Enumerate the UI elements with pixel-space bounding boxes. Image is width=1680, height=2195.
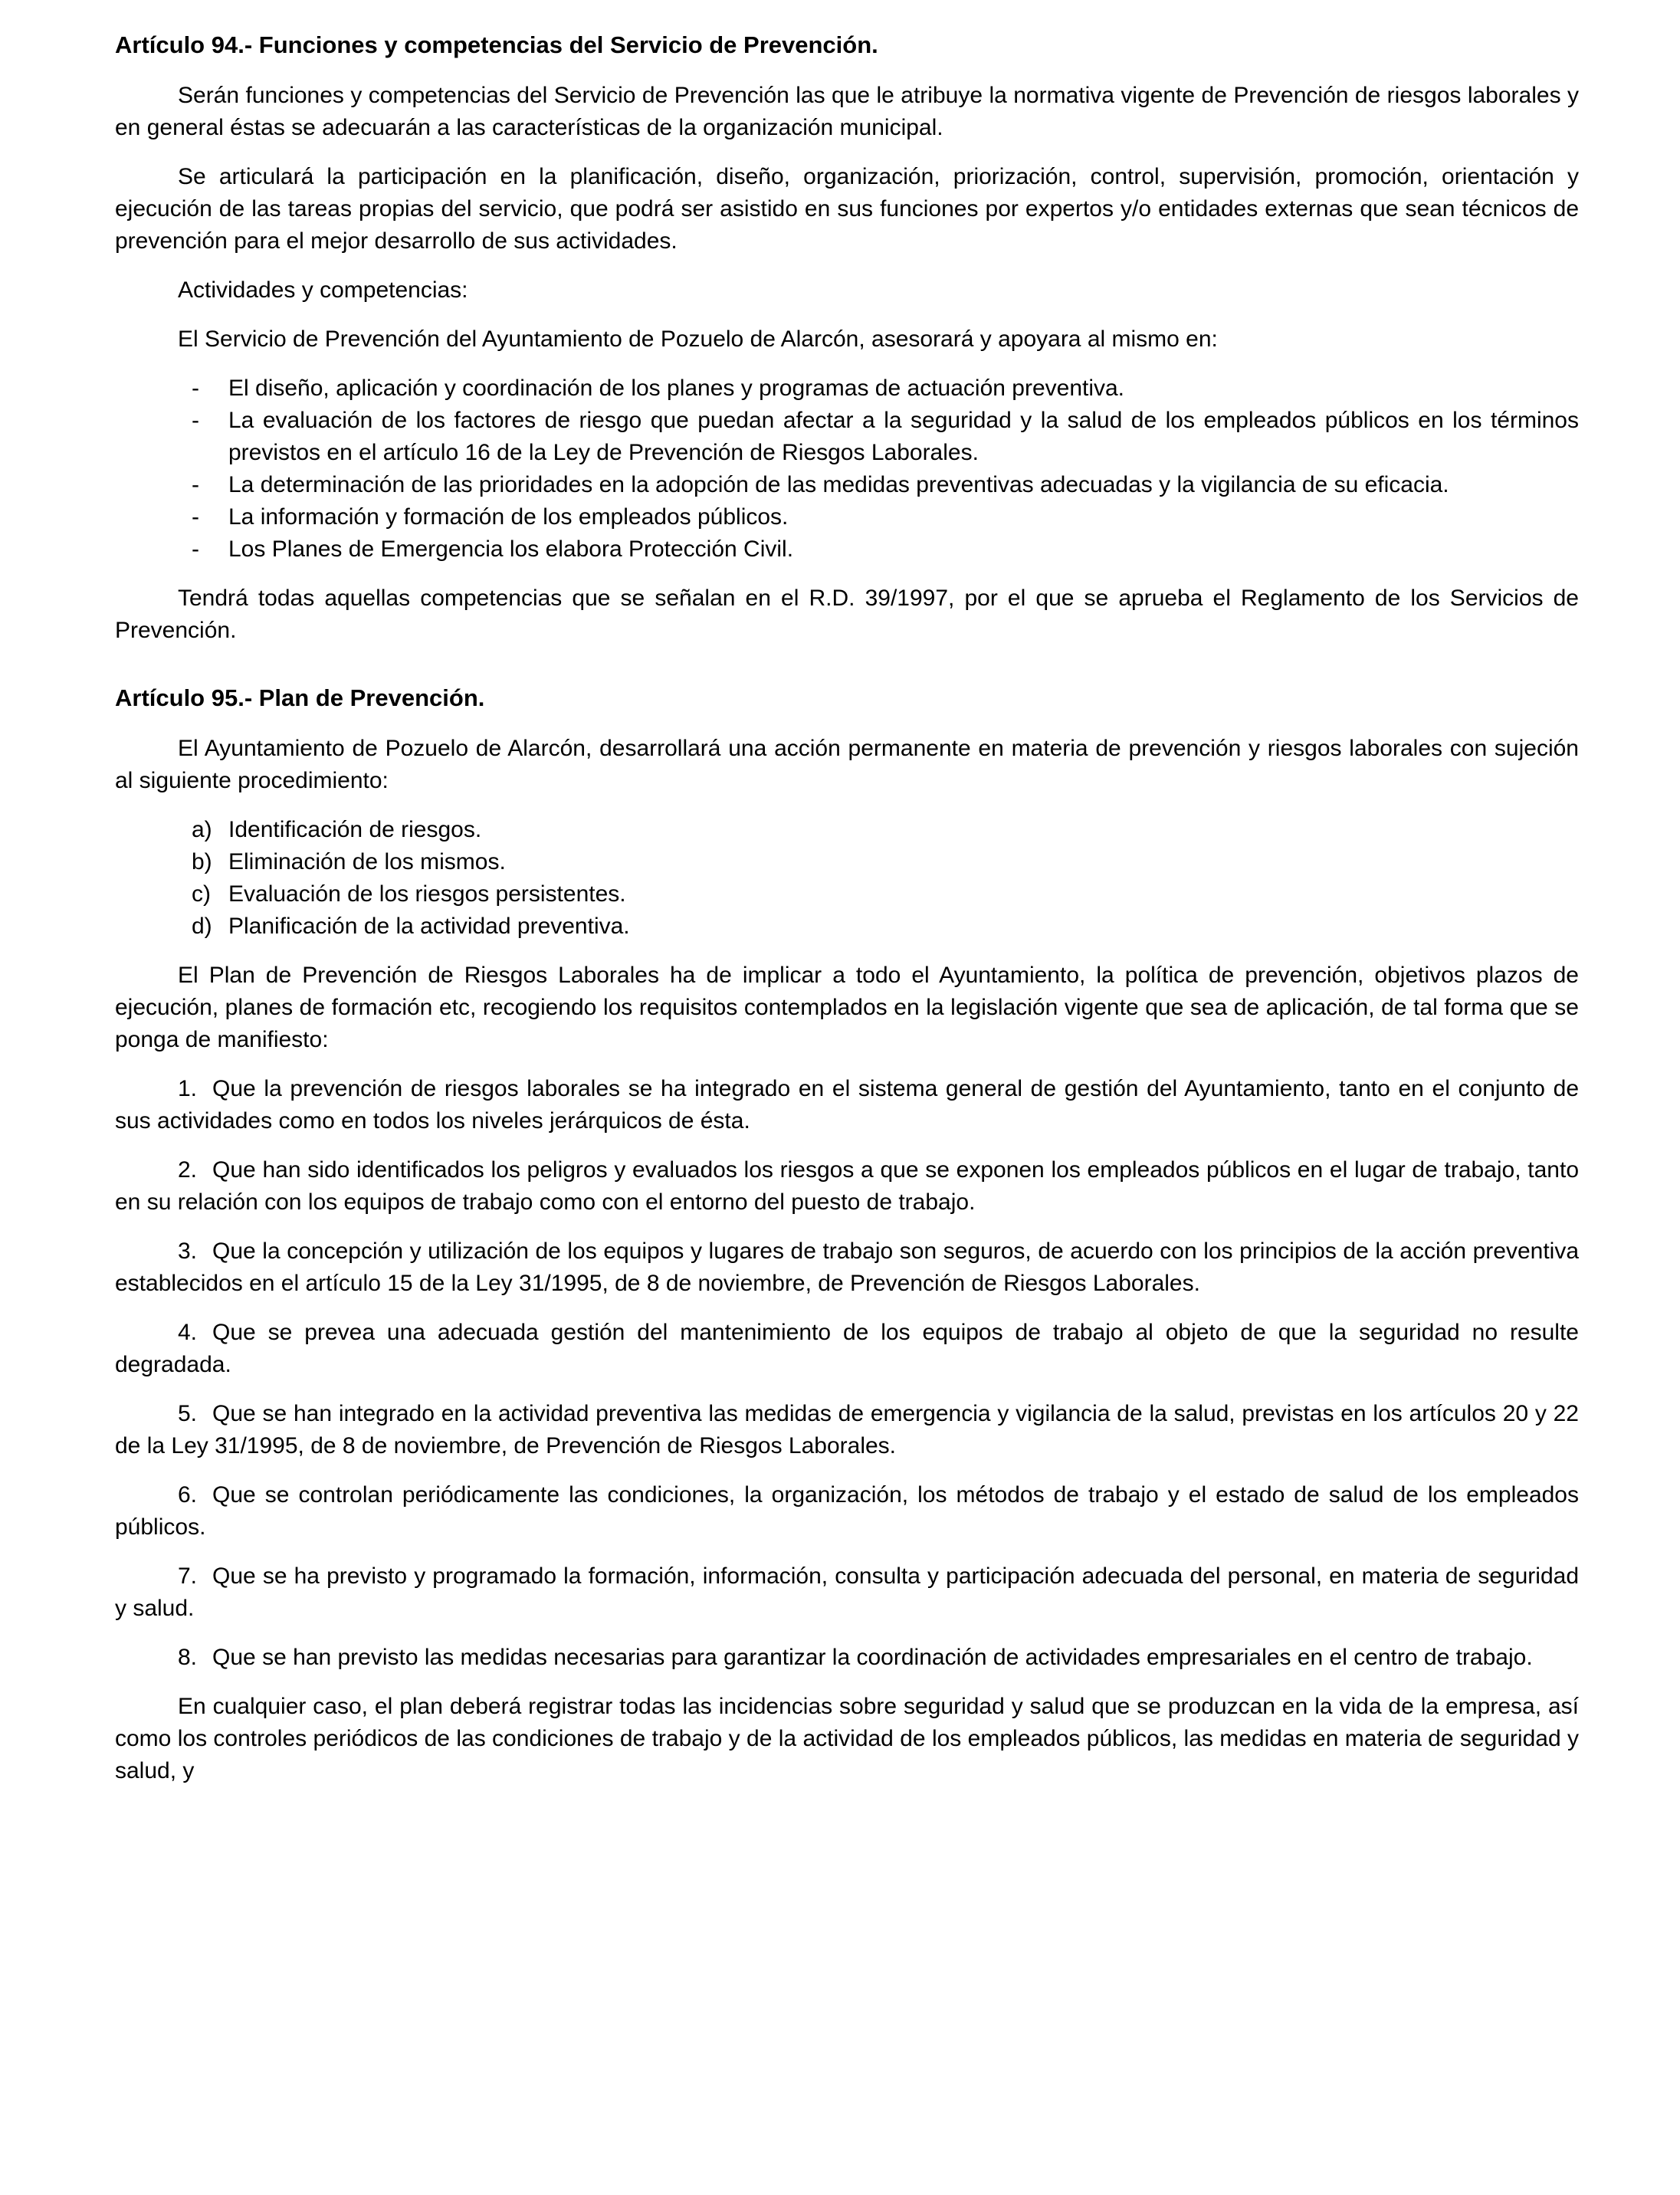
item-text: Que se han previsto las medidas necesarias para garantizar la coordinación de actividades empresariales en el centro de trabajo. [212, 1645, 1533, 1670]
lettered-item-text: Identificación de riesgos. [228, 817, 482, 842]
item-text: Que se han integrado en la actividad preventiva las medidas de emergencia y vigilancia de la salud, previstas en los artículos 20 y 22 de la Ley 31/1995, de 8 de noviembre, de Prevención de Riesgos Laborales. [115, 1401, 1579, 1458]
bullet-marker: - [192, 536, 199, 562]
lettered-item-marker: d) [192, 914, 212, 939]
bullet-text: La información y formación de los empleados públicos. [228, 504, 789, 530]
article-94-heading: Artículo 94.- Funciones y competencias del Servicio de Prevención. [115, 31, 878, 58]
item-text: Que la concepción y utilización de los equipos y lugares de trabajo son seguros, de acuerdo con los principios de la acción preventiva establecidos en el artículo 15 de la Ley 31/1995, de 8 de noviembre, de Prevención de Riesgos Laborales. [115, 1239, 1579, 1296]
lettered-item-marker: c) [192, 881, 211, 907]
item-number: 8. [178, 1645, 198, 1670]
article-95-lettered-list [115, 814, 1579, 943]
article-95-paragraph-3: En cualquier caso, el plan deberá registrar todas las incidencias sobre seguridad y salud que se produzcan en la vida de la empresa, así como los controles periódicos de las condiciones de trabajo y de la actividad de los empleados públicos, las medidas en materia de seguridad y salud, y [115, 1694, 1579, 1783]
numbered-paragraph-1 [115, 1073, 1579, 1137]
item-text: Que la prevención de riesgos laborales se ha integrado en el sistema general de gestión del Ayuntamiento, tanto en el conjunto de sus actividades como en todos los niveles jerárquicos de ésta. [115, 1076, 1579, 1134]
bullet-marker: - [192, 376, 199, 401]
lettered-item [115, 878, 1579, 910]
item-number: 6. [178, 1482, 198, 1508]
article-95-heading: Artículo 95.- Plan de Prevención. [115, 684, 485, 711]
item-text: Que se prevea una adecuada gestión del mantenimiento de los equipos de trabajo al objeto de que la seguridad no resulte degradada. [115, 1320, 1579, 1377]
lettered-item-text: Evaluación de los riesgos persistentes. [228, 881, 626, 907]
article-94-paragraph-4: El Servicio de Prevención del Ayuntamiento de Pozuelo de Alarcón, asesorará y apoyara al mismo en: [178, 326, 1218, 352]
item-text: Que se controlan periódicamente las condiciones, la organización, los métodos de trabajo y el estado de salud de los empleados públicos. [115, 1482, 1579, 1540]
lettered-item-text: Eliminación de los mismos. [228, 849, 506, 874]
lettered-item-text: Planificación de la actividad preventiva. [228, 914, 630, 939]
bullet-marker: - [192, 472, 199, 497]
item-number: 2. [178, 1157, 198, 1183]
numbered-paragraph-2 [115, 1154, 1579, 1219]
bullet-item [115, 405, 1579, 469]
bullet-marker: - [192, 504, 199, 530]
numbered-paragraph-3 [115, 1235, 1579, 1300]
lettered-item [115, 814, 1579, 846]
item-text: Que han sido identificados los peligros y evaluados los riesgos a que se exponen los empleados públicos en el lugar de trabajo, tanto en su relación con los equipos de trabajo como con el entorno del puesto de trabajo. [115, 1157, 1579, 1215]
article-94-paragraph-1: Serán funciones y competencias del Servicio de Prevención las que le atribuye la normativa vigente de Prevención de riesgos laborales y en general éstas se adecuarán a las características de la organización municipal. [115, 83, 1579, 140]
article-94-bullet-list [115, 372, 1579, 566]
article-95-paragraph-1: El Ayuntamiento de Pozuelo de Alarcón, desarrollará una acción permanente en materia de prevención y riesgos laborales con sujeción al siguiente procedimiento: [115, 736, 1579, 793]
numbered-paragraph-8 [115, 1642, 1579, 1674]
item-number: 3. [178, 1239, 198, 1264]
numbered-paragraph-6 [115, 1479, 1579, 1544]
numbered-paragraph-4 [115, 1317, 1579, 1381]
lettered-item-marker: b) [192, 849, 212, 874]
article-94-paragraph-5: Tendrá todas aquellas competencias que se señalan en el R.D. 39/1997, por el que se aprueba el Reglamento de los Servicios de Prevención. [115, 586, 1579, 643]
item-number: 4. [178, 1320, 198, 1345]
lettered-item [115, 910, 1579, 943]
bullet-marker: - [192, 408, 199, 433]
article-95-paragraph-2: El Plan de Prevención de Riesgos Laborales ha de implicar a todo el Ayuntamiento, la política de prevención, objetivos plazos de ejecución, planes de formación etc, recogiendo los requisitos contemplados en la legislación vigente que sea de aplicación, de tal forma que se ponga de manifiesto: [115, 963, 1579, 1052]
bullet-text: El diseño, aplicación y coordinación de los planes y programas de actuación preventiva. [228, 376, 1125, 401]
article-94-paragraph-3: Actividades y competencias: [178, 277, 468, 303]
lettered-item-marker: a) [192, 817, 212, 842]
bullet-text: La evaluación de los factores de riesgo que puedan afectar a la seguridad y la salud de los empleados públicos en los términos previstos en el artículo 16 de la Ley de Prevención de Riesgos Laborales. [228, 408, 1579, 465]
bullet-item [115, 533, 1579, 566]
bullet-item [115, 501, 1579, 533]
article-94-paragraph-2: Se articulará la participación en la planificación, diseño, organización, priorización, control, supervisión, promoción, orientación y ejecución de las tareas propias del servicio, que podrá ser asistido en sus funciones por expertos y/o entidades externas que sean técnicos de prevención para el mejor desarrollo de sus actividades. [115, 164, 1579, 254]
item-number: 7. [178, 1563, 198, 1589]
lettered-item [115, 846, 1579, 878]
item-number: 1. [178, 1076, 198, 1101]
item-number: 5. [178, 1401, 198, 1426]
numbered-paragraph-5 [115, 1398, 1579, 1462]
numbered-paragraph-7 [115, 1560, 1579, 1625]
bullet-item [115, 469, 1579, 501]
item-text: Que se ha previsto y programado la formación, información, consulta y participación adecuada del personal, en materia de seguridad y salud. [115, 1563, 1579, 1621]
bullet-item [115, 372, 1579, 405]
bullet-text: La determinación de las prioridades en la adopción de las medidas preventivas adecuadas y la vigilancia de su eficacia. [228, 472, 1449, 497]
bullet-text: Los Planes de Emergencia los elabora Protección Civil. [228, 536, 794, 562]
